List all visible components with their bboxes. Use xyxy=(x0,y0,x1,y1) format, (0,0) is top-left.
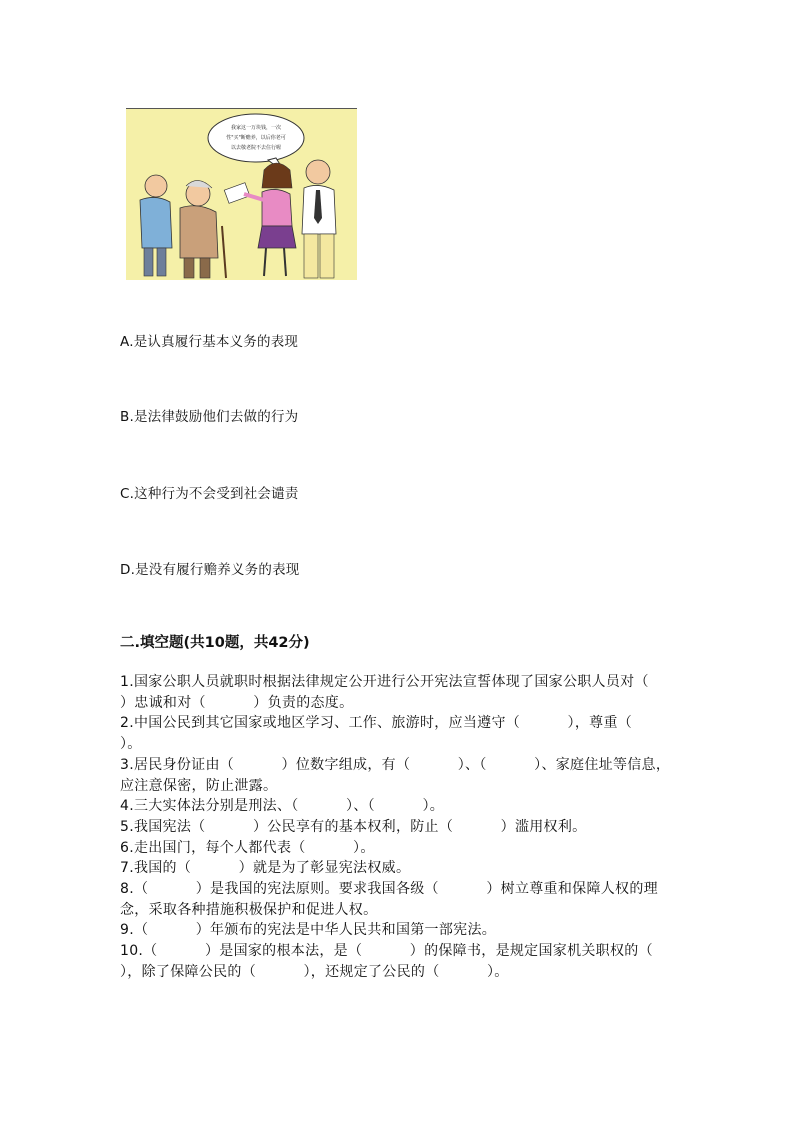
question-9: 9.（ ）年颁布的宪法是中华人民共和国第一部宪法。 xyxy=(120,922,497,939)
bubble-line-1: 我家这一万块钱，一次 xyxy=(230,125,282,131)
cartoon-scene xyxy=(126,108,357,280)
fill-in-questions xyxy=(120,672,701,983)
question-10: 10.（ ）是国家的根本法，是（ ）的保障书，是规定国家机关职权的（ ），除了保障公民的（ ），还规定了公民的（ ）。 xyxy=(120,943,701,980)
question-1: 1.国家公职人员就职时根据法律规定公开进行公开宪法宣誓体现了国家公职人员对（ ）忠诚和对（ ）负责的态度。 xyxy=(120,674,697,711)
question-8: 8.（ ）是我国的宪法原则。要求我国各级（ ）树立尊重和保障人权的理念，采取各种措施积极保护和促进人权。 xyxy=(120,881,658,918)
cartoon-illustration xyxy=(126,108,357,280)
question-7: 7.我国的（ ）就是为了彰显宪法权威。 xyxy=(120,860,411,877)
option-a: A.是认真履行基本义务的表现 xyxy=(120,334,299,350)
bubble-line-3: 以去敬老院不去住行喔 xyxy=(230,145,282,151)
section-title: 二.填空题(共10题，共42分) xyxy=(120,635,310,651)
option-d: D.是没有履行赡养义务的表现 xyxy=(120,562,300,578)
option-b: B.是法律鼓励他们去做的行为 xyxy=(120,409,299,425)
question-5: 5.我国宪法（ ）公民享有的基本权利，防止（ ）滥用权利。 xyxy=(120,818,587,835)
question-3: 3.居民身份证由（ ）位数字组成，有（ ）、（ ）、家庭住址等信息，应注意保密，防止泄露。 xyxy=(120,756,671,794)
question-2: 2.中国公民到其它国家或地区学习、工作、旅游时，应当遵守（ ），尊重（ ）。 xyxy=(120,715,680,753)
option-c: C.这种行为不会受到社会谴责 xyxy=(120,486,299,502)
bubble-line-2: 性"买"断赡养，以后你老可 xyxy=(226,135,286,141)
question-6: 6.走出国门，每个人都代表（ ）。 xyxy=(120,839,375,856)
question-4: 4.三大实体法分别是刑法、（ ）、（ ）。 xyxy=(120,798,445,815)
